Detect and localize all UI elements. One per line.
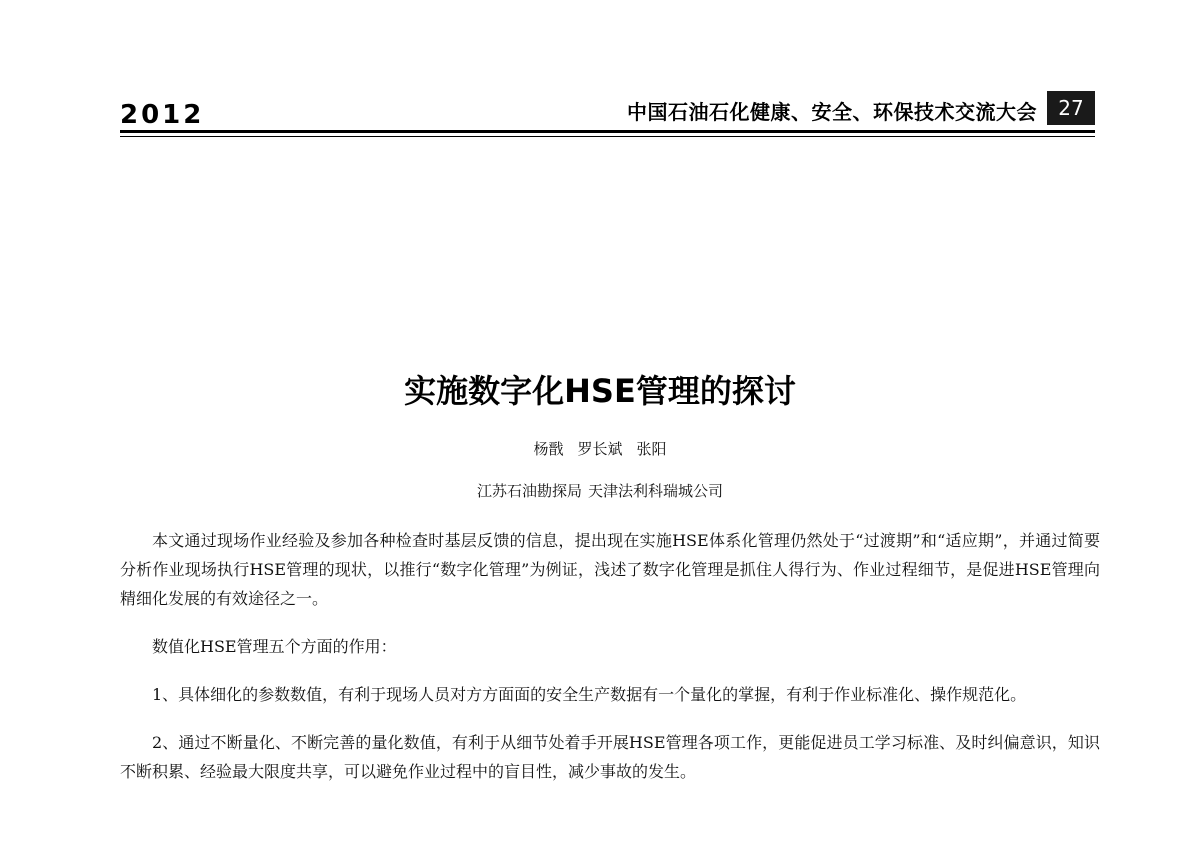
body-paragraph: 数值化HSE管理五个方面的作用： [152,637,397,656]
author-name: 张阳 [636,440,667,458]
body-paragraph: 2、通过不断量化、不断完善的量化数值，有利于从细节处着手开展HSE管理各项工作，更能促进员工学习标准、及时纠偏意识，知识不断积累、经验最大限度共享，可以避免作业过程中的盲目性，减少事故的发生。 [120,733,1100,781]
header-year: 2012 [120,100,205,130]
header-rule-thick [120,130,1095,133]
paper-title: 实施数字化HSE管理的探讨 [404,372,796,410]
abstract-paragraph: 本文通过现场作业经验及参加各种检查时基层反馈的信息，提出现在实施HSE体系化管理仍然处于“过渡期”和“适应期”，并通过简要分析作业现场执行HSE管理的现状，以推行“数字化管理”为例证，浅述了数字化管理是抓住人得行为、作业过程细节，是促进HSE管理向精细化发展的有效途径之一。 [120,531,1100,608]
affiliation: 江苏石油勘探局 [476,482,582,500]
author-name: 杨戬 [533,440,564,458]
header-rule-thin [120,136,1095,137]
affiliation: 天津法利科瑞城公司 [588,482,724,500]
body-paragraph: 1、具体细化的参数数值，有利于现场人员对方方面面的安全生产数据有一个量化的掌握，有利于作业标准化、操作规范化。 [152,685,1027,704]
running-header [120,88,1095,132]
author-name: 罗长斌 [577,440,623,458]
author-list [0,438,1200,459]
header-conference-name: 中国石油石化健康、安全、环保技术交流大会 [627,100,1037,124]
paper-body [120,526,1100,805]
affiliation-list [0,480,1200,501]
page-number-badge: 27 [1047,91,1095,125]
